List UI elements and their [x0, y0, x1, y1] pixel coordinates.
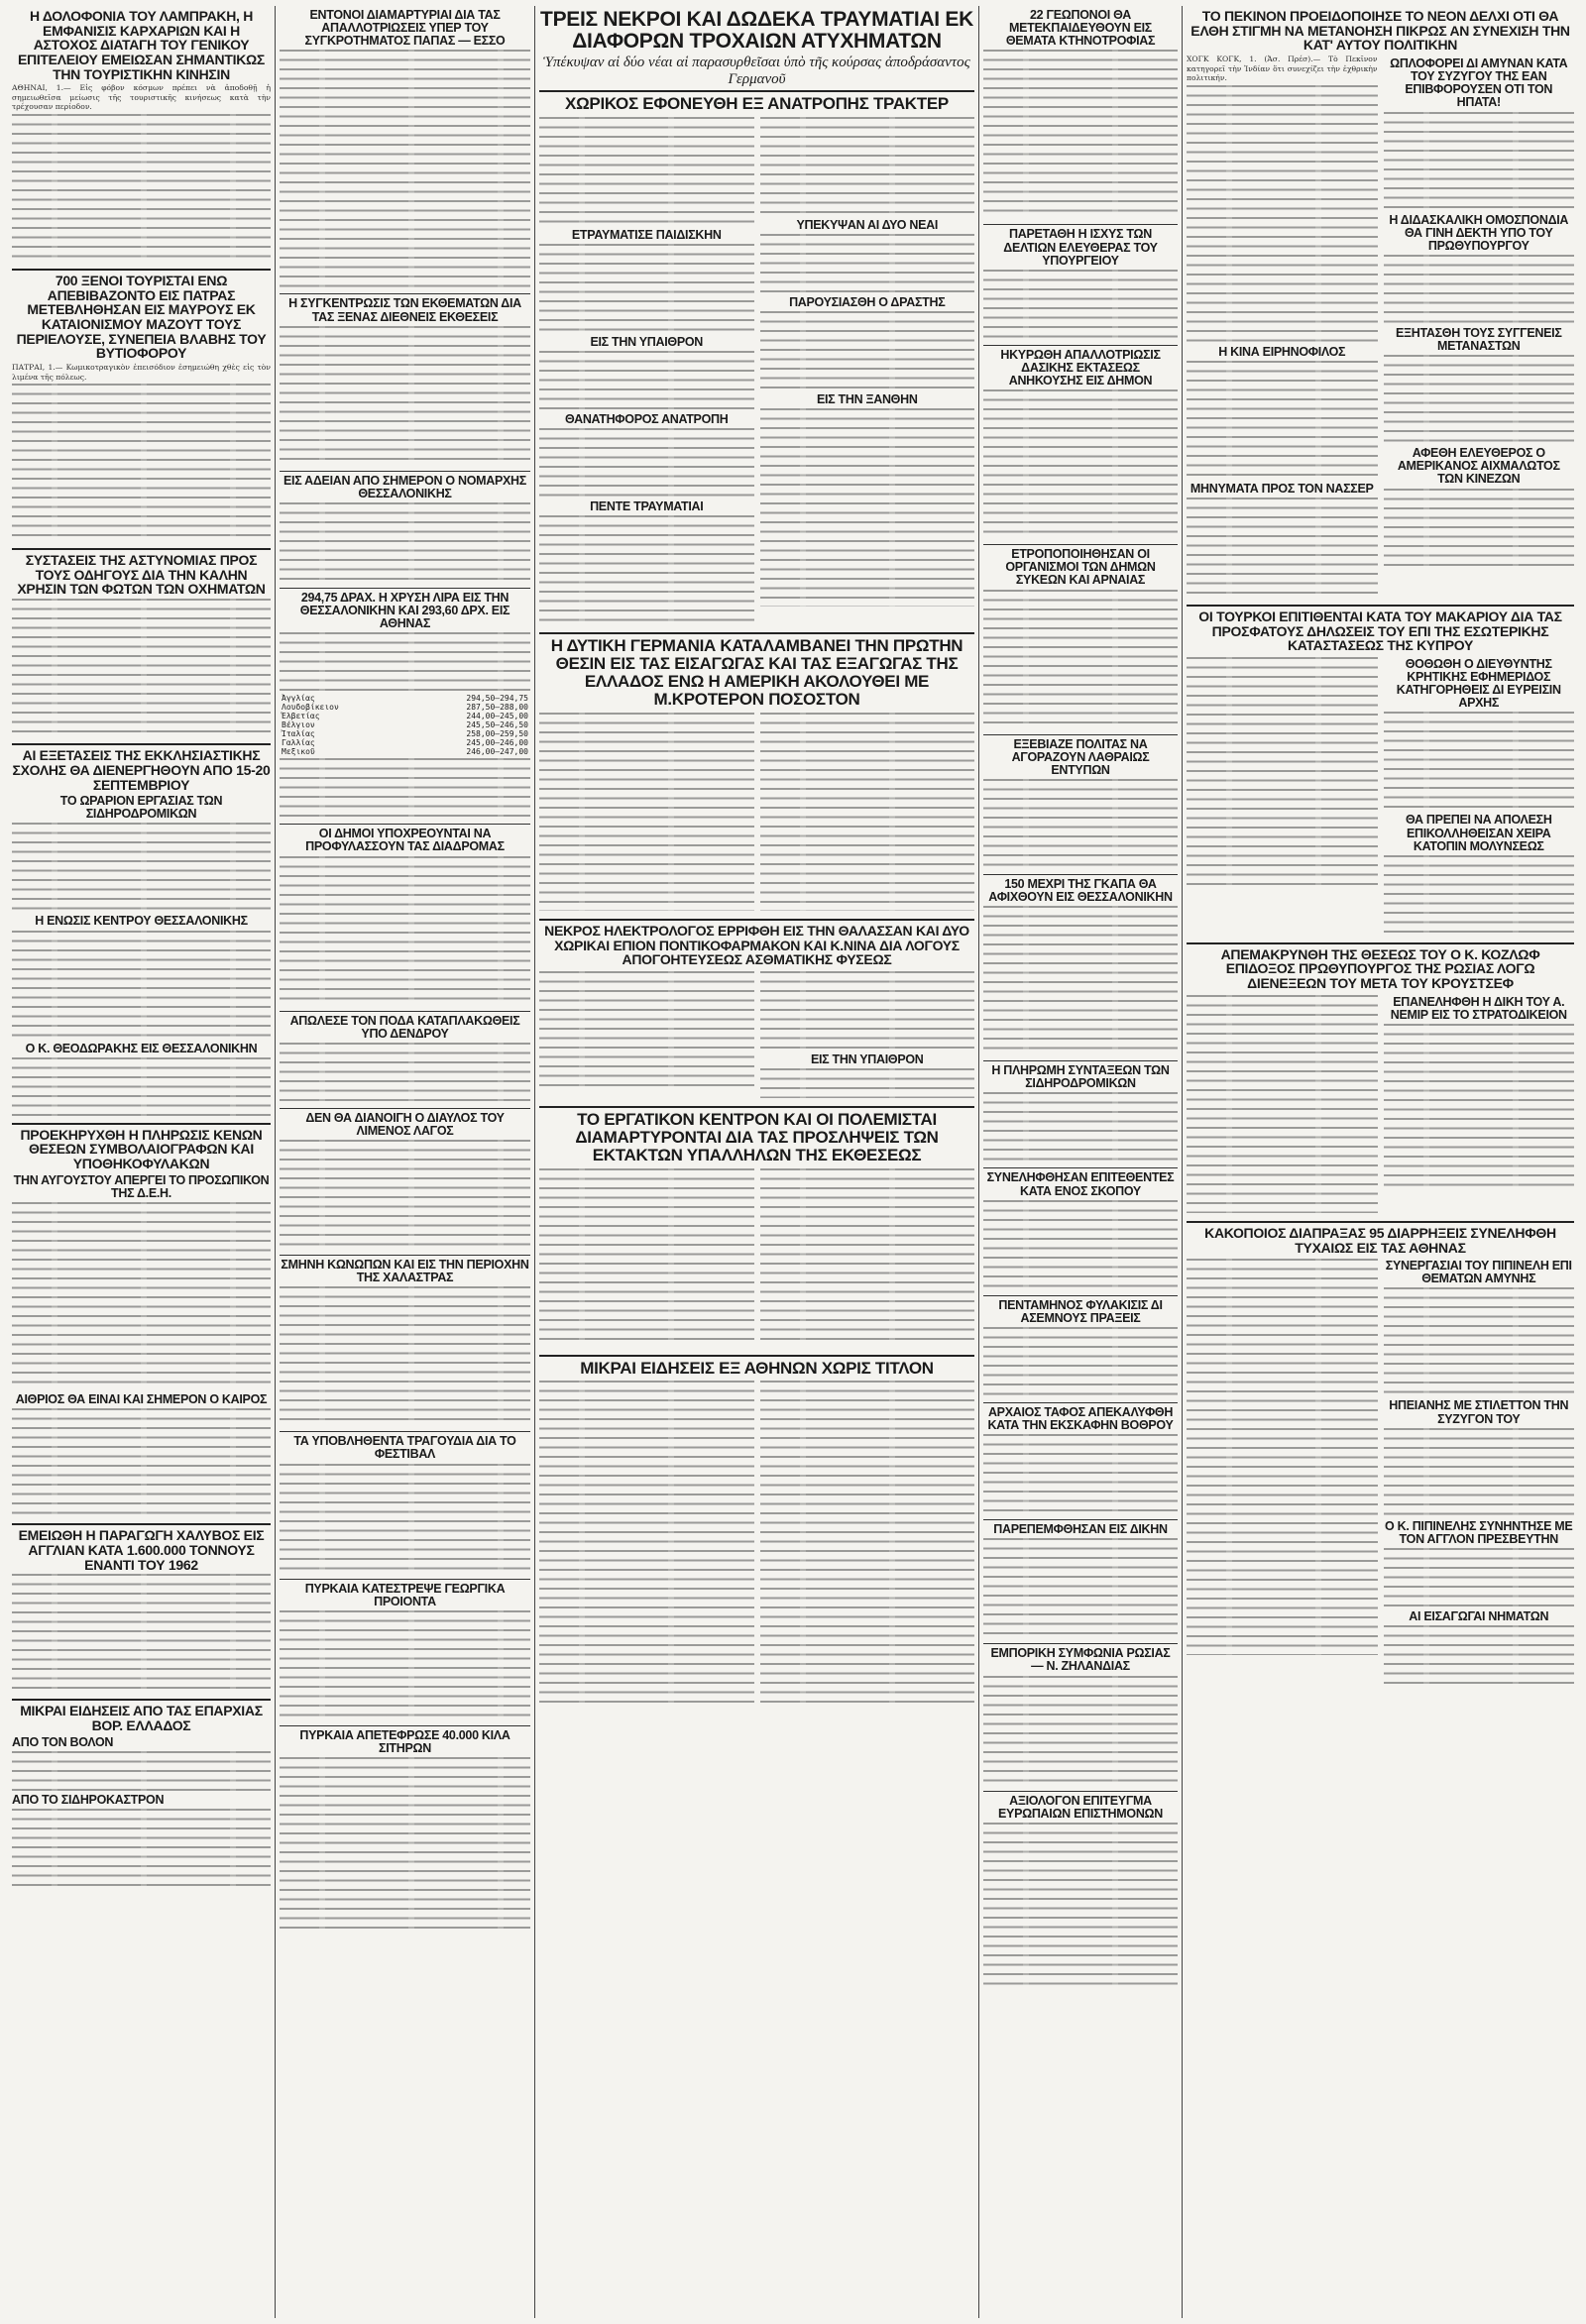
headline: ΕΞΕΒΙΑΖΕ ΠΟΛΙΤΑΣ ΝΑ ΑΓΟΡΑΖΟΥΝ ΛΑΘΡΑΙΩΣ ΕΝΤΥΠΩΝ [1011, 736, 1150, 777]
kicker: ΠΕΝΤΕ ΤΡΑΥΜΑΤΙΑΙ [590, 499, 704, 514]
headline: ΔΕΝ ΘΑ ΔΙΑΝΟΙΓΗ Ο ΔΙΑΥΛΟΣ ΤΟΥ ΛΙΜΕΝΟΣ ΛΑΓΟΣ [305, 1110, 505, 1138]
headline: ΠΥΡΚΑΙΑ ΚΑΤΕΣΤΡΕΨΕ ΓΕΩΡΓΙΚΑ ΠΡΟΙΟΝΤΑ [304, 1581, 506, 1608]
kicker: ΠΑΡΟΥΣΙΑΣΘΗ Ο ΔΡΑΣΤΗΣ [789, 295, 946, 310]
headline: ΑΦΕΘΗ ΕΛΕΥΘΕΡΟΣ Ο ΑΜΕΡΙΚΑΝΟΣ ΑΙΧΜΑΛΩΤΟΣ ΤΩΝ ΚΙΝΕΖΩΝ [1397, 446, 1560, 487]
coin-name: Ἰταλίας [282, 729, 315, 739]
subheadline: ΤΗΝ ΑΥΓΟΥΣΤΟΥ ΑΠΕΡΓΕΙ ΤΟ ΠΡΟΣΩΠΙΚΟΝ ΤΗΣ Δ.Ε.Η. [13, 1172, 270, 1200]
headline: 294,75 ΔΡΑΧ. Η ΧΡΥΣΗ ΛΙΡΑ ΕΙΣ ΤΗΝ ΘΕΣΣΑΛΟΝΙΚΗΝ ΚΑΙ 293,60 ΔΡΧ. ΕΙΣ ΑΘΗΝΑΣ [299, 590, 510, 631]
headline: Η ΠΛΗΡΩΜΗ ΣΥΝΤΑΞΕΩΝ ΤΩΝ ΣΙΔΗΡΟΔΡΟΜΙΚΩΝ [991, 1063, 1170, 1091]
article-gold-sovereign [280, 592, 530, 818]
subheadline: ΜΗΝΥΜΑΤΑ ΠΡΟΣ ΤΟΝ ΝΑΣΣΕΡ [1190, 481, 1374, 496]
gold-price-row [280, 729, 530, 738]
coin-name: Βέλγιον [282, 720, 315, 730]
article-text-block [983, 779, 1178, 868]
subheadline: ΗΠΕΙΑΝΗΣ ΜΕ ΣΤΙΛΕΤΤΟΝ ΤΗΝ ΣΥΖΥΓΟΝ ΤΟΥ [1389, 1398, 1569, 1426]
subheadline: ΤΟ ΩΡΑΡΙΟΝ ΕΡΓΑΣΙΑΣ ΤΩΝ ΣΙΔΗΡΟΔΡΟΜΙΚΩΝ [59, 794, 223, 822]
headline: ΑΡΧΑΙΟΣ ΤΑΦΟΣ ΑΠΕΚΑΛΥΦΘΗ ΚΑΤΑ ΤΗΝ ΕΚΣΚΑΦΗΝ ΒΟΘΡΟΥ [987, 1404, 1174, 1432]
article-text-block [280, 326, 530, 465]
article-text-block [983, 50, 1178, 218]
article-text-block [1384, 1548, 1575, 1607]
subheadline: ΑΙΘΡΙΟΣ ΘΑ ΕΙΝΑΙ ΚΑΙ ΣΗΜΕΡΟΝ Ο ΚΑΙΡΟΣ [15, 1392, 268, 1406]
article-police-drivers [12, 553, 271, 737]
gold-price-row [280, 703, 530, 712]
article-text-block [1384, 1287, 1575, 1396]
gold-price-table [280, 694, 530, 756]
headline: ΕΤΡΟΠΟΠΟΙΗΘΗΣΑΝ ΟΙ ΟΡΓΑΝΙΣΜΟΙ ΤΩΝ ΔΗΜΩΝ ΣΥΚΕΩΝ ΚΑΙ ΑΡΝΑΙΑΣ [1005, 547, 1156, 588]
article-text-block [539, 1168, 754, 1347]
article-text-block [12, 1751, 271, 1791]
headline: ΑΠΩΛΕΣΕ ΤΟΝ ΠΟΔΑ ΚΑΤΑΠΛΑΚΩΘΕΙΣ ΥΠΟ ΔΕΝΔΡΟΥ [289, 1013, 520, 1041]
headline: ΠΕΝΤΑΜΗΝΟΣ ΦΥΛΑΚΙΣΙΣ ΔΙ ΑΣΕΜΝΟΥΣ ΠΡΑΞΕΙΣ [998, 1297, 1163, 1325]
article-text-block [12, 1202, 271, 1390]
headline: ΠΡΟΕΚΗΡΥΧΘΗ Η ΠΛΗΡΩΣΙΣ ΚΕΝΩΝ ΘΕΣΕΩΝ ΣΥΜΒΟΛΑΙΟΓΡΑΦΩΝ ΚΑΙ ΥΠΟΘΗΚΟΦΥΛΑΚΩΝ [20, 1126, 263, 1172]
article-text-block [280, 1140, 530, 1249]
article-text-block [12, 823, 271, 912]
article-ancient-tomb [983, 1406, 1178, 1513]
article-text-block [1384, 112, 1575, 211]
article-text-block [983, 1823, 1178, 1991]
article-lambrakis [12, 9, 271, 263]
coin-price: 244,00—245,00 [466, 712, 528, 721]
article-text-block [760, 234, 975, 293]
article-text-block [12, 1574, 271, 1693]
article-text-block [12, 384, 271, 542]
article-papas-esso [280, 9, 530, 287]
article-forest-expropriation [983, 349, 1178, 538]
headline: ΠΥΡΚΑΙΑ ΑΠΕΤΕΦΡΩΣΕ 40.000 ΚΙΛΑ ΣΙΤΗΡΩΝ [299, 1727, 510, 1755]
kicker: ΥΠΕΚΥΨΑΝ ΑΙ ΔΥΟ ΝΕΑΙ [796, 217, 939, 232]
headline: ΜΙΚΡΑΙ ΕΙΔΗΣΕΙΣ ΑΠΟ ΤΑΣ ΕΠΑΡΧΙΑΣ ΒΟΡ. ΕΛΛΑΔΟΣ [20, 1703, 263, 1733]
headline: ΝΕΚΡΟΣ ΗΛΕΚΤΡΟΛΟΓΟΣ ΕΡΡΙΦΘΗ ΕΙΣ ΤΗΝ ΘΑΛΑΣΣΑΝ ΚΑΙ ΔΥΟ ΧΩΡΙΚΑΙ ΕΠΙΟΝ ΠΟΝΤΙΚΟΦΑΡΜΑΚΟΝ ΚΑΙ Κ.ΝΙΝΑ ΔΙΑ ΛΟΓΟΥΣ ΑΠΟΓΟΗΤΕΥΣΕΩΣ ΑΣΘΜΑΤΙΚΗΣ ΦΥΣΕΩΣ [544, 922, 969, 968]
headline: ΕΜΠΟΡΙΚΗ ΣΥΜΦΩΝΙΑ ΡΩΣΙΑΣ — Ν. ΖΗΛΑΝΔΙΑΣ [990, 1646, 1171, 1674]
headline: ΕΜΕΙΩΘΗ Η ΠΑΡΑΓΩΓΗ ΧΑΛΥΒΟΣ ΕΙΣ ΑΓΓΛΙΑΝ ΚΑΤΑ 1.600.000 ΤΟΝΝΟΥΣ ΕΝΑΝΤΙ ΤΟΥ 1962 [18, 1527, 265, 1573]
article-text-block [539, 117, 754, 226]
coin-price: 245,00—246,00 [466, 738, 528, 748]
article-150-arrivals [983, 878, 1178, 1054]
headline: ΣΜΗΝΗ ΚΩΝΩΠΩΝ ΚΑΙ ΕΙΣ ΤΗΝ ΠΕΡΙΟΧΗΝ ΤΗΣ ΧΑΛΑΣΤΡΑΣ [281, 1258, 529, 1285]
coin-price: 287,50—288,00 [466, 703, 528, 713]
article-labour-centre [539, 1111, 974, 1349]
article-text-block [1384, 1625, 1575, 1685]
article-athens-briefs [539, 1360, 974, 1711]
headline: ΤΟ ΠΕΚΙΝΟΝ ΠΡΟΕΙΔΟΠΟΙΗΣΕ ΤΟ ΝΕΟΝ ΔΕΛΧΙ ΟΤΙ ΘΑ ΕΛΘΗ ΣΤΙΓΜΗ ΝΑ ΜΕΤΑΝΟΗΣΗ ΠΙΚΡΩΣ ΑΝ ΣΥΝΕΧΙΣΗ ΤΗΝ ΚΑΤ' ΑΥΤΟΥ ΠΟΛΙΤΙΚΗΝ [1190, 8, 1570, 54]
article-referred-trial [983, 1523, 1178, 1637]
subheadline: Ο Κ. ΠΙΠΙΝΕΛΗΣ ΣΥΝΗΝΤΗΣΕ ΜΕ ΤΟΝ ΑΓΓΛΟΝ ΠΡΕΣΒΕΥΤΗΝ [1385, 1518, 1573, 1546]
article-text-block [1187, 361, 1378, 480]
article-text-block [12, 599, 271, 737]
article-text-block [1384, 1024, 1575, 1192]
headline: Η ΣΥΓΚΕΝΤΡΩΣΙΣ ΤΩΝ ΕΚΘΕΜΑΤΩΝ ΔΙΑ ΤΑΣ ΞΕΝΑΣ ΔΙΕΘΝΕΙΣ ΕΚΘΕΣΕΙΣ [288, 296, 521, 324]
article-text-block [280, 758, 530, 818]
kicker: ΕΙΣ ΤΗΝ ΥΠΑΙΘΡΟΝ [590, 335, 704, 350]
subheadline: Η ΚΙΝΑ ΕΙΡΗΝΟΦΙΛΟΣ [1218, 344, 1346, 359]
kicker: ΘΑΝΑΤΗΦΟΡΟΣ ΑΝΑΤΡΟΠΗ [565, 412, 729, 427]
article-exhibitions [280, 297, 530, 464]
article-text-block [12, 114, 271, 263]
headline: Η ΔΥΤΙΚΗ ΓΕΡΜΑΝΙΑ ΚΑΤΑΛΑΜΒΑΝΕΙ ΤΗΝ ΠΡΩΤΗΝ ΘΕΣΙΝ ΕΙΣ ΤΑΣ ΕΙΣΑΓΩΓΑΣ ΚΑΙ ΤΑΣ ΕΞΑΓΩΓΑΣ ΤΗΣ ΕΛΛΑΔΟΣ ΕΝΩ Η ΑΜΕΡΙΚΗ ΑΚΟΛΟΥΘΕΙ ΜΕ Μ.ΚΡΟΤΕΡΟΝ ΠΟΣΟΣΤΟΝ [550, 636, 963, 709]
article-municipalities [280, 828, 530, 1004]
article-mosquitoes [280, 1259, 530, 1425]
article-text-block [1187, 995, 1378, 1213]
headline: ΩΠΛΟΦΟΡΕΙ ΔΙ ΑΜΥΝΑΝ ΚΑΤΑ ΤΟΥ ΣΥΖΥΓΟΥ ΤΗΣ ΕΑΝ ΕΠΙΒΦΟΡΟΥΣΕΝ ΟΤΙ ΤΟΝ ΗΠΑΤΑ! [1390, 56, 1568, 110]
article-text-block [983, 1434, 1178, 1513]
article-northern-greece-news [12, 1704, 271, 1888]
article-ecclesiastical-school [12, 748, 271, 1117]
article-text-block [983, 1200, 1178, 1289]
article-turks-makarios [1187, 609, 1574, 937]
article-text-block [539, 713, 754, 911]
headline: 22 ΓΕΩΠΟΝΟΙ ΘΑ ΜΕΤΕΚΠΑΙΔΕΥΘΟΥΝ ΕΙΣ ΘΕΜΑΤΑ ΚΤΗΝΟΤΡΟΦΙΑΣ [1005, 8, 1156, 49]
coin-price: 294,50—294,75 [466, 694, 528, 704]
coin-name: Λουδοβίκειον [282, 703, 339, 713]
article-text-block [280, 1043, 530, 1102]
subheadline: ΘΟΘΩΘΗ Ο ΔΙΕΥΘΥΝΤΗΣ ΚΡΗΤΙΚΗΣ ΕΦΗΜΕΡΙΔΟΣ ΚΑΤΗΓΟΡΗΘΕΙΣ ΔΙ ΕΥΡΕΙΣΙΝ ΑΡΧΗΣ [1396, 656, 1561, 711]
subheadline: Η ΕΝΩΣΙΣ ΚΕΝΤΡΟΥ ΘΕΣΣΑΛΟΝΙΚΗΣ [35, 914, 248, 929]
article-text-block [539, 971, 754, 1090]
article-text-block [280, 50, 530, 287]
gold-price-row [280, 747, 530, 756]
article-text-block [12, 1809, 271, 1888]
article-fire-crops [280, 1583, 530, 1719]
coin-name: Γαλλίας [282, 738, 315, 748]
article-west-germany-trade [539, 637, 974, 912]
article-text-block [760, 117, 975, 216]
gold-price-row [280, 712, 530, 720]
subheadline: ΑΠΟ ΤΟ ΣΙΔΗΡΟΚΑΣΤΡΟΝ [12, 1792, 165, 1807]
article-steel-production [12, 1528, 271, 1693]
headline: ΜΙΚΡΑΙ ΕΙΔΗΣΕΙΣ ΕΞ ΑΘΗΝΩΝ ΧΩΡΙΣ ΤΙΤΛΟΝ [580, 1358, 934, 1378]
gold-price-row [280, 720, 530, 729]
article-ration-cards [983, 228, 1178, 338]
kicker: ΕΙΣ ΤΗΝ ΥΠΑΙΘΡΟΝ [810, 1051, 924, 1066]
article-text-block [12, 931, 271, 1040]
article-text-block [983, 389, 1178, 538]
headline: 700 ΞΕΝΟΙ ΤΟΥΡΙΣΤΑΙ ΕΝΩ ΑΠΕΒΙΒΑΖΟΝΤΟ ΕΙΣ ΠΑΤΡΑΣ ΜΕΤΕΒΛΗΘΗΣΑΝ ΕΙΣ ΜΑΥΡΟΥΣ ΕΚ ΚΑΤΑΙΟΝΙΣΜΟΥ ΜΑΖΟΥΤ ΤΟΥΣ ΠΕΡΙΕΛΟΥΣΕ, ΣΥΝΕΠΕΙΑ ΒΛΑΒΗΣ ΤΟΥ ΒΥΤΙΟΦΟΡΟΥ [16, 272, 267, 362]
article-lead: ΠΑΤΡΑΙ, 1.— Κωμικοτραγικὸν ἐπεισόδιον ἐσημειώθη χθὲς εἰς τὸν λιμένα τῆς πόλεως. [12, 363, 271, 382]
article-text-block [1384, 855, 1575, 935]
article-text-block [983, 1327, 1178, 1396]
article-text-block [983, 590, 1178, 728]
article-lead: ΑΘΗΝΑΙ, 1.— Εἰς φόβον κόσμων πρέπει νὰ ἀποδοθῇ ἡ σημειωθεῖσα μείωσις τῆς τουριστικῆς κινήσεως κατὰ τὴν τρέχουσαν περίοδον. [12, 83, 271, 112]
article-text-block [983, 270, 1178, 339]
article-text-block [983, 1092, 1178, 1162]
article-text-block [760, 713, 975, 911]
column-4 [979, 6, 1183, 2318]
article-festival-songs [280, 1435, 530, 1572]
article-text-block [1187, 657, 1378, 885]
article-burglar [1187, 1226, 1574, 1687]
article-text-block [12, 1408, 271, 1517]
column-2 [276, 6, 535, 2318]
article-agronomists [983, 9, 1178, 218]
headline: ΣΥΝΕΛΗΦΘΗΣΑΝ ΕΠΙΤΕΘΕΝΤΕΣ ΚΑΤΑ ΕΝΟΣ ΣΚΟΠΟΥ [986, 1170, 1175, 1198]
subheadline: ΕΠΑΝΕΛΗΦΘΗ Η ΔΙΚΗ ΤΟΥ Α. ΝΕΜΙΡ ΕΙΣ ΤΟ ΣΤΡΑΤΟΔΙΚΕΙΟΝ [1390, 994, 1567, 1022]
article-text-block [760, 1168, 975, 1347]
article-text-block [983, 906, 1178, 1054]
subheadline: ΣΥΝΕΡΓΑΣΙΑΙ ΤΟΥ ΠΙΠΙΝΕΛΗ ΕΠΙ ΘΕΜΑΤΩΝ ΑΜΥΝΗΣ [1385, 1259, 1572, 1286]
article-kozlov [1187, 947, 1574, 1215]
coin-name: Ἀγγλίας [282, 694, 315, 704]
article-imprisonment [983, 1299, 1178, 1396]
newspaper-page [8, 6, 1578, 2318]
article-fire-wheat [280, 1729, 530, 1936]
article-text-block [760, 311, 975, 390]
column-5 [1183, 6, 1578, 2318]
article-text-block [539, 351, 754, 410]
article-text-block [1384, 1428, 1575, 1517]
article-electrician-dead [539, 924, 974, 1100]
headline: Η ΔΟΛΟΦΟΝΙΑ ΤΟΥ ΛΑΜΠΡΑΚΗ, Η ΕΜΦΑΝΙΣΙΣ ΚΑΡΧΑΡΙΩΝ ΚΑΙ Η ΑΣΤΟΧΟΣ ΔΙΑΤΑΓΗ ΤΟΥ ΓΕΝΙΚΟΥ ΕΠΙΤΕΛΕΙΟΥ ΕΜΕΙΩΣΑΝ ΣΗΜΑΝΤΙΚΩΣ ΤΗΝ ΤΟΥΡΙΣΤΙΚΗΝ ΚΙΝΗΣΙΝ [17, 8, 266, 82]
kicker: ΕΤΡΑΥΜΑΤΙΣΕ ΠΑΙΔΙΣΚΗΝ [571, 227, 722, 242]
article-text-block [760, 1381, 975, 1708]
article-railway-pensions [983, 1064, 1178, 1162]
article-peking-delhi [1187, 9, 1574, 599]
headline: ΣΥΣΤΑΣΕΙΣ ΤΗΣ ΑΣΤΥΝΟΜΙΑΣ ΠΡΟΣ ΤΟΥΣ ΟΔΗΓΟΥΣ ΔΙΑ ΤΗΝ ΚΑΛΗΝ ΧΡΗΣΙΝ ΤΩΝ ΦΩΤΩΝ ΤΩΝ ΟΧΗΜΑΤΩΝ [17, 552, 266, 598]
article-text-block [280, 632, 530, 692]
headline: ΠΑΡΕΤΑΘΗ Η ΙΣΧΥΣ ΤΩΝ ΔΕΛΤΙΩΝ ΕΛΕΥΘΕΡΑΣ ΤΟΥ ΥΠΟΥΡΓΕΙΟΥ [1003, 227, 1158, 268]
headline: ΟΙ ΤΟΥΡΚΟΙ ΕΠΙΤΙΘΕΝΤΑΙ ΚΑΤΑ ΤΟΥ ΜΑΚΑΡΙΟΥ ΔΙΑ ΤΑΣ ΠΡΟΣΦΑΤΟΥΣ ΔΗΛΩΣΕΙΣ ΤΟΥ ΕΠΙ ΤΗΣ ΕΣΩΤΕΡΙΚΗΣ ΚΑΤΑΣΤΑΣΕΩΣ ΤΗΣ ΚΥΠΡΟΥ [1198, 608, 1562, 654]
subheadline: Ὑπέκυψαν αἱ δύο νέαι αἱ παρασυρθεῖσαι ὑπὸ τῆς κούρσας ἀποδράσαντος Γερμανοῦ [543, 55, 970, 88]
article-nomarch-leave [280, 475, 530, 582]
headline: Η ΔΙΔΑΣΚΑΛΙΚΗ ΟΜΟΣΠΟΝΔΙΑ ΘΑ ΓΙΝΗ ΔΕΚΤΗ ΥΠΟ ΤΟΥ ΠΡΩΘΥΠΟΥΡΓΟΥ [1389, 212, 1569, 253]
article-scientists [983, 1795, 1178, 1991]
headline: ΕΙΣ ΑΔΕΙΑΝ ΑΠΟ ΣΗΜΕΡΟΝ Ο ΝΟΜΑΡΧΗΣ ΘΕΣΣΑΛΟΝΙΚΗΣ [283, 473, 526, 500]
article-lead: ΧΟΓΚ ΚΟΓΚ, 1. (Ἀσ. Πρέσ).— Τὸ Πεκῖνον κατηγορεῖ τὴν Ἰνδίαν ὅτι συνεχίζει τὴν ἐχθρικὴν πολιτικήν. [1187, 55, 1378, 83]
article-text-block [1384, 712, 1575, 811]
article-text-block [280, 1286, 530, 1425]
article-text-block [280, 1464, 530, 1573]
kicker: ΕΙΣ ΤΗΝ ΞΑΝΘΗΝ [816, 392, 918, 407]
article-text-block [539, 1381, 754, 1708]
headline: ΑΙ ΕΞΕΤΑΣΕΙΣ ΤΗΣ ΕΚΚΛΗΣΙΑΣΤΙΚΗΣ ΣΧΟΛΗΣ ΘΑ ΔΙΕΝΕΡΓΗΘΟΥΝ ΑΠΟ 15-20 ΣΕΠΤΕΜΒΡΙΟΥ [12, 747, 271, 793]
subheadline: ΑΙ ΕΙΣΑΓΩΓΑΙ ΝΗΜΑΤΩΝ [1409, 1608, 1549, 1623]
headline: ΤΡΕΙΣ ΝΕΚΡΟΙ ΚΑΙ ΔΩΔΕΚΑ ΤΡΑΥΜΑΤΙΑΙ ΕΚ ΔΙΑΦΟΡΩΝ ΤΡΟΧΑΙΩΝ ΑΤΥΧΗΜΑΤΩΝ [540, 8, 973, 54]
article-tree-accident [280, 1015, 530, 1102]
subheadline: ΑΠΟ ΤΟΝ ΒΟΛΟΝ [12, 1734, 114, 1749]
headline: ΕΝΤΟΝΟΙ ΔΙΑΜΑΡΤΥΡΙΑΙ ΔΙΑ ΤΑΣ ΑΠΑΛΛΟΤΡΙΩΣΕΙΣ ΥΠΕΡ ΤΟΥ ΣΥΓΚΡΟΤΗΜΑΤΟΣ ΠΑΠΑΣ — ΕΣΣΟ [304, 8, 506, 49]
article-text-block [280, 856, 530, 1005]
article-lagos-channel [280, 1112, 530, 1249]
gold-price-row [280, 738, 530, 747]
article-text-block [1384, 489, 1575, 568]
column-1 [8, 6, 276, 2318]
article-notaries [12, 1128, 271, 1517]
headline: ΚΑΚΟΠΟΙΟΣ ΔΙΑΠΡΑΞΑΣ 95 ΔΙΑΡΡΗΞΕΙΣ ΣΥΝΕΛΗΦΘΗ ΤΥΧΑΙΩΣ ΕΙΣ ΤΑΣ ΑΘΗΝΑΣ [1204, 1224, 1556, 1256]
article-text-block [1187, 498, 1378, 597]
article-text-block [1384, 255, 1575, 324]
headline: ΑΞΙΟΛΟΓΟΝ ΕΠΙΤΕΥΓΜΑ ΕΥΡΩΠΑΙΩΝ ΕΠΙΣΤΗΜΟΝΩΝ [998, 1793, 1163, 1821]
article-text-block [280, 502, 530, 582]
headline: 150 ΜΕΧΡΙ ΤΗΣ ΓΚΑΠΑ ΘΑ ΑΦΙΧΘΟΥΝ ΕΙΣ ΘΕΣΣΑΛΟΝΙΚΗΝ [988, 876, 1173, 904]
headline: ΟΙ ΔΗΜΟΙ ΥΠΟΧΡΕΟΥΝΤΑΙ ΝΑ ΠΡΟΦΥΛΑΣΣΟΥΝ ΤΑΣ ΔΙΑΔΡΟΜΑΣ [305, 827, 505, 854]
article-patras-tourists [12, 274, 271, 542]
headline: ΤΑ ΥΠΟΒΛΗΘΕΝΤΑ ΤΡΑΓΟΥΔΙΑ ΔΙΑ ΤΟ ΦΕΣΤΙΒΑΛ [293, 1434, 516, 1462]
article-text-block [1187, 85, 1378, 343]
article-text-block [1384, 355, 1575, 444]
article-text-block [12, 1057, 271, 1117]
subheadline: ΘΑ ΠΡΕΠΕΙ ΝΑ ΑΠΟΛΕΣΗ ΕΠΙΚΟΛΛΗΘΕΙΣΑΝ ΧΕΙΡΑ ΚΑΤΟΠΙΝ ΜΟΛΥΝΣΕΩΣ [1405, 813, 1552, 853]
article-text-block [539, 244, 754, 333]
article-text-block [1187, 1259, 1378, 1655]
article-text-block [280, 1757, 530, 1936]
headline: ΕΞΗΤΑΣΘΗ ΤΟΥΣ ΣΥΓΓΕΝΕΙΣ ΜΕΤΑΝΑΣΤΩΝ [1395, 325, 1562, 354]
article-text-block [760, 408, 975, 607]
article-text-block [280, 1610, 530, 1719]
article-traffic-accidents [539, 9, 974, 626]
coin-name: Ἑλβετίας [282, 712, 320, 721]
coin-price: 246,00—247,00 [466, 747, 528, 757]
headline: ΑΠΕΜΑΚΡΥΝΘΗ ΤΗΣ ΘΕΣΕΩΣ ΤΟΥ Ο Κ. ΚΟΖΛΩΦ ΕΠΙΔΟΞΟΣ ΠΡΩΘΥΠΟΥΡΓΟΣ ΤΗΣ ΡΩΣΙΑΣ ΛΟΓΩ ΔΙΕΝΕΞΕΩΝ ΤΟΥ ΜΕΤΑ ΤΟΥ ΚΡΟΥΣΤΣΕΦ [1220, 945, 1540, 992]
article-text-block [983, 1538, 1178, 1637]
coin-name: Μεξικοῦ [282, 747, 315, 757]
article-trade-agreement [983, 1647, 1178, 1784]
coin-price: 258,00—259,50 [466, 729, 528, 739]
deck-headline: ΧΩΡΙΚΟΣ ΕΦΟΝΕΥΘΗ ΕΞ ΑΝΑΤΡΟΠΗΣ ΤΡΑΚΤΕΡ [565, 94, 949, 114]
article-text-block [539, 515, 754, 624]
article-extortion [983, 738, 1178, 868]
subheadline: Ο Κ. ΘΕΟΔΩΡΑΚΗΣ ΕΙΣ ΘΕΣΣΑΛΟΝΙΚΗΝ [25, 1041, 258, 1055]
article-text-block [539, 428, 754, 498]
headline: ΤΟ ΕΡΓΑΤΙΚΟΝ ΚΕΝΤΡΟΝ ΚΑΙ ΟΙ ΠΟΛΕΜΙΣΤΑΙ ΔΙΑΜΑΡΤΥΡΟΝΤΑΙ ΔΙΑ ΤΑΣ ΠΡΟΣΛΗΨΕΙΣ ΤΩΝ ΕΚΤΑΚΤΩΝ ΥΠΑΛΛΗΛΩΝ ΤΗΣ ΕΚΘΕΣΕΩΣ [575, 1110, 939, 1164]
article-guard-attack [983, 1171, 1178, 1288]
column-3 [535, 6, 979, 2318]
coin-price: 245,50—246,50 [466, 720, 528, 730]
article-text-block [760, 971, 975, 1051]
article-text-block [760, 1068, 975, 1098]
article-municipal-organisations [983, 548, 1178, 727]
gold-price-row [280, 694, 530, 703]
article-text-block [983, 1676, 1178, 1785]
headline: ΠΑΡΕΠΕΜΦΘΗΣΑΝ ΕΙΣ ΔΙΚΗΝ [993, 1522, 1168, 1537]
headline: ΗΚΥΡΩΘΗ ΑΠΑΛΛΟΤΡΙΩΣΙΣ ΔΑΣΙΚΗΣ ΕΚΤΑΣΕΩΣ ΑΝΗΚΟΥΣΗΣ ΕΙΣ ΔΗΜΟΝ [1000, 347, 1161, 387]
